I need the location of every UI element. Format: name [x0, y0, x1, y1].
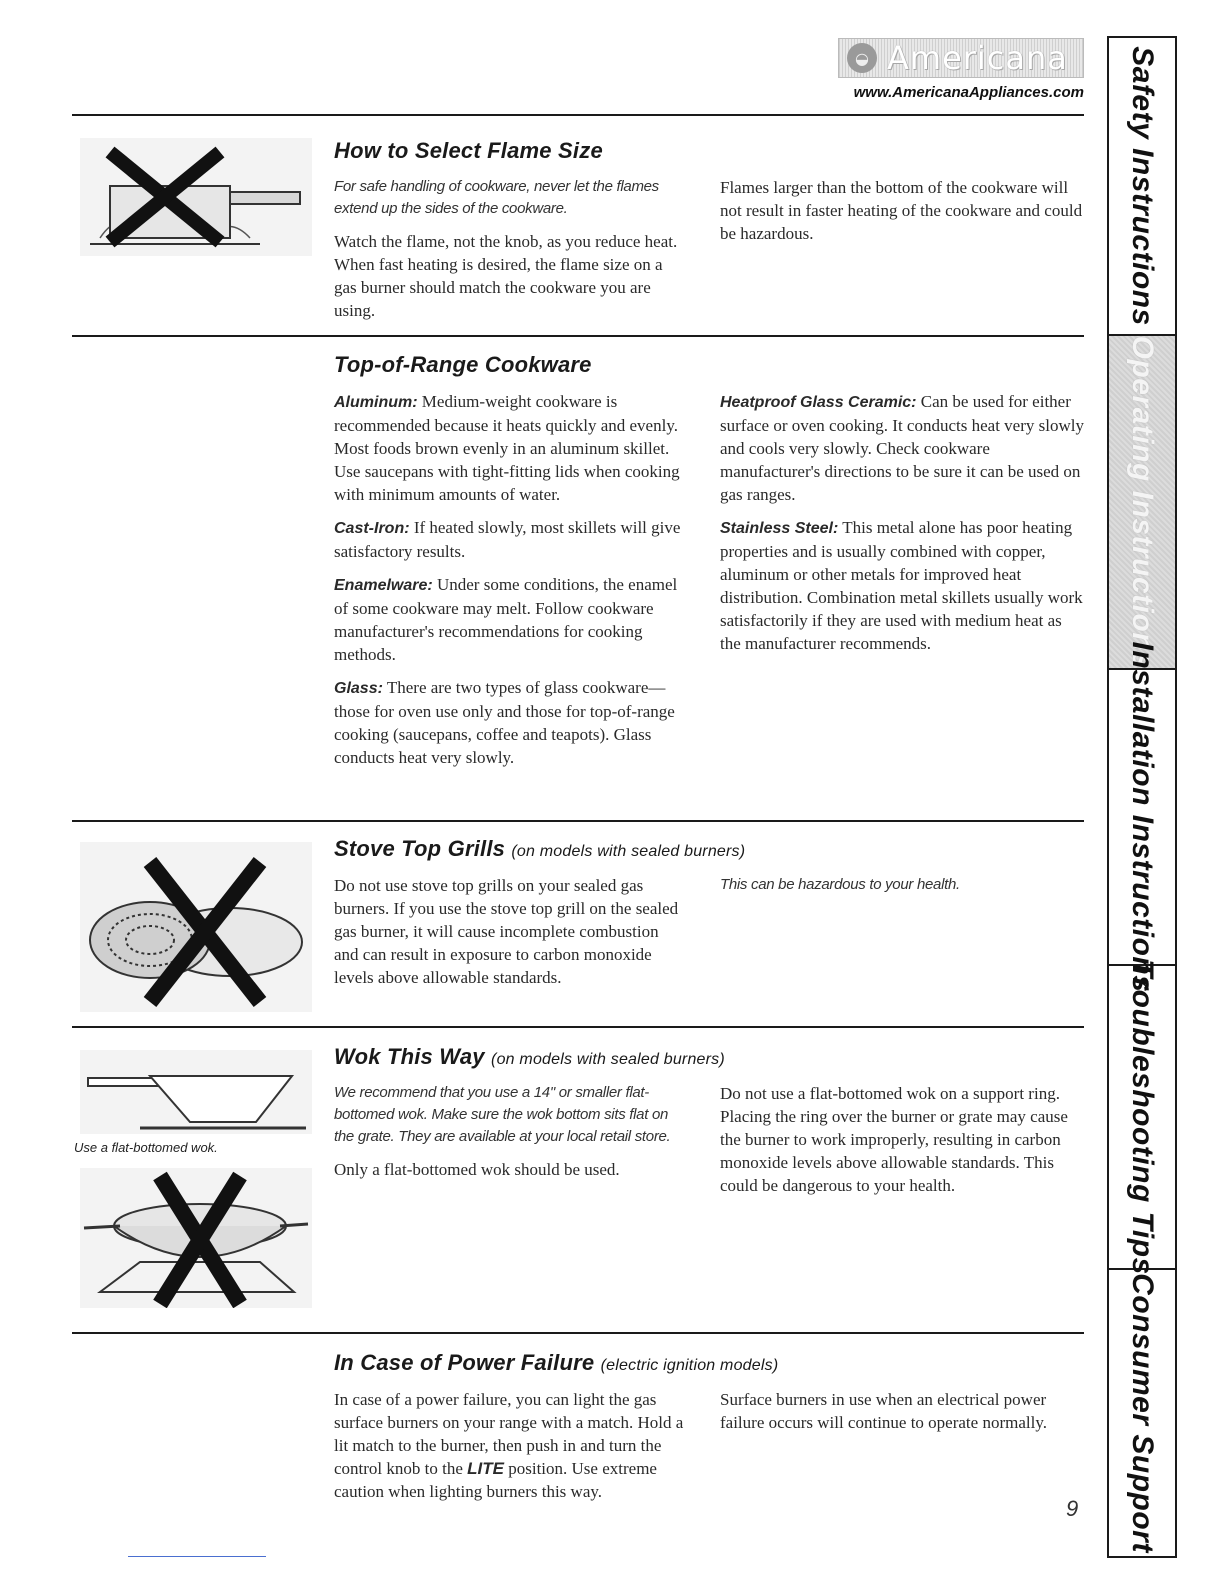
logo-emblem-icon: ◒	[847, 43, 877, 73]
brand-logo	[838, 38, 1084, 78]
flame-saucepan-illustration	[80, 138, 312, 256]
wok-body-right: Do not use a flat-bottomed wok on a support ring. Placing the ring over the burner or grate may cause the burner to work improperly, resulting in carbon monoxide levels above allowable standards. This could be dangerous to your health.	[720, 1084, 1068, 1195]
wok-on-ring-illustration	[80, 1168, 312, 1308]
brand-name: Americana	[887, 39, 1068, 77]
section-tabs	[1107, 36, 1177, 1558]
stove-top-grills-section	[334, 836, 1084, 999]
castiron-paragraph: Cast-Iron: If heated slowly, most skillets will give satisfactory results.	[334, 518, 681, 561]
stainless-paragraph: Stainless Steel: This metal alone has poor heating properties and is usually combined with copper, aluminum or other metals for improved heat distribution. Combination metal skillets usually work satisfactorily if they are used with medium heat as the manufacturer recommends.	[720, 518, 1083, 653]
wok-section	[334, 1044, 1084, 1207]
wok-body: Only a flat-bottomed wok should be used.	[334, 1160, 620, 1179]
cookware-section	[334, 352, 1084, 779]
divider	[72, 1026, 1084, 1028]
wok-caption: Use a flat-bottomed wok.	[74, 1140, 218, 1155]
section-title: Wok This Way (on models with sealed burners)	[334, 1044, 725, 1069]
section-title: How to Select Flame Size	[334, 138, 603, 163]
section-title: Top-of-Range Cookware	[334, 352, 592, 377]
flat-bottomed-wok-illustration	[80, 1050, 312, 1134]
power-body: In case of a power failure, you can light the gas surface burners on your range with a match. Hold a lit match to the burner, then push in and turn the control knob to the LITE position. Use extreme caution when lighting burners this way.	[334, 1390, 684, 1501]
power-body-right: Surface burners in use when an electrical power failure occurs will continue to operate normally.	[720, 1390, 1047, 1432]
website-url[interactable]: www.AmericanaAppliances.com	[853, 84, 1084, 101]
tab-troubleshooting-tips[interactable]: Troubleshooting Tips	[1109, 966, 1175, 1270]
section-title: Stove Top Grills (on models with sealed burners)	[334, 836, 746, 861]
grill-on-burner-illustration	[80, 842, 312, 1012]
enamelware-paragraph: Enamelware: Under some conditions, the enamel of some cookware may melt. Follow cookware manufacturer's recommendations for cooking methods.	[334, 575, 678, 664]
footer-divider	[128, 1556, 266, 1557]
glass-ceramic-paragraph: Heatproof Glass Ceramic: Can be used for either surface or oven cooking. It conducts heat very slowly and cools very slowly. Check cookware manufacturer's directions to be sure it can be used on gas ranges.	[720, 392, 1084, 504]
divider	[72, 1332, 1084, 1334]
divider	[72, 820, 1084, 822]
glass-paragraph: Glass: There are two types of glass cookware—those for oven use only and those for top-of-range cooking (saucepans, coffee and teapots). Glass conducts heat very slowly.	[334, 678, 675, 767]
power-failure-section	[334, 1350, 1084, 1513]
tab-installation-instructions[interactable]: Installation Instructions	[1109, 670, 1175, 966]
flame-warning: For safe handling of cookware, never let the flames extend up the sides of the cookware.	[334, 178, 659, 217]
tab-consumer-support[interactable]: Consumer Support	[1126, 1273, 1159, 1553]
grills-body: Do not use stove top grills on your sealed gas burners. If you use the stove top grill on the sealed gas burner, it will cause incomplete combustion and can result in exposure to carbon monoxide levels above allowable standards.	[334, 876, 679, 987]
aluminum-paragraph: Aluminum: Medium-weight cookware is recommended because it heats quickly and evenly. Most foods brown evenly in an aluminum skillet. Use saucepans with tight-fitting lids when cooking with minimum amounts of water.	[334, 392, 680, 504]
section-title: In Case of Power Failure (electric ignition models)	[334, 1350, 779, 1375]
flame-size-section	[334, 138, 1084, 332]
grills-warning: This can be hazardous to your health.	[720, 876, 960, 893]
flame-body-right: Flames larger than the bottom of the cookware will not result in faster heating of the cookware and could be hazardous.	[720, 178, 1083, 243]
divider	[72, 114, 1084, 116]
flame-body: Watch the flame, not the knob, as you reduce heat. When fast heating is desired, the flame size on a gas burner should match the cookware you are using.	[334, 232, 678, 320]
tab-operating-instructions[interactable]: Operating Instructions	[1109, 336, 1175, 670]
tab-safety-instructions[interactable]: Safety Instructions	[1109, 38, 1175, 336]
divider	[72, 335, 1084, 337]
wok-recommendation: We recommend that you use a 14" or smaller flat-bottomed wok. Make sure the wok bottom sits flat on the grate. They are available at your local retail store.	[334, 1084, 671, 1145]
page-number: 9	[1066, 1496, 1079, 1521]
